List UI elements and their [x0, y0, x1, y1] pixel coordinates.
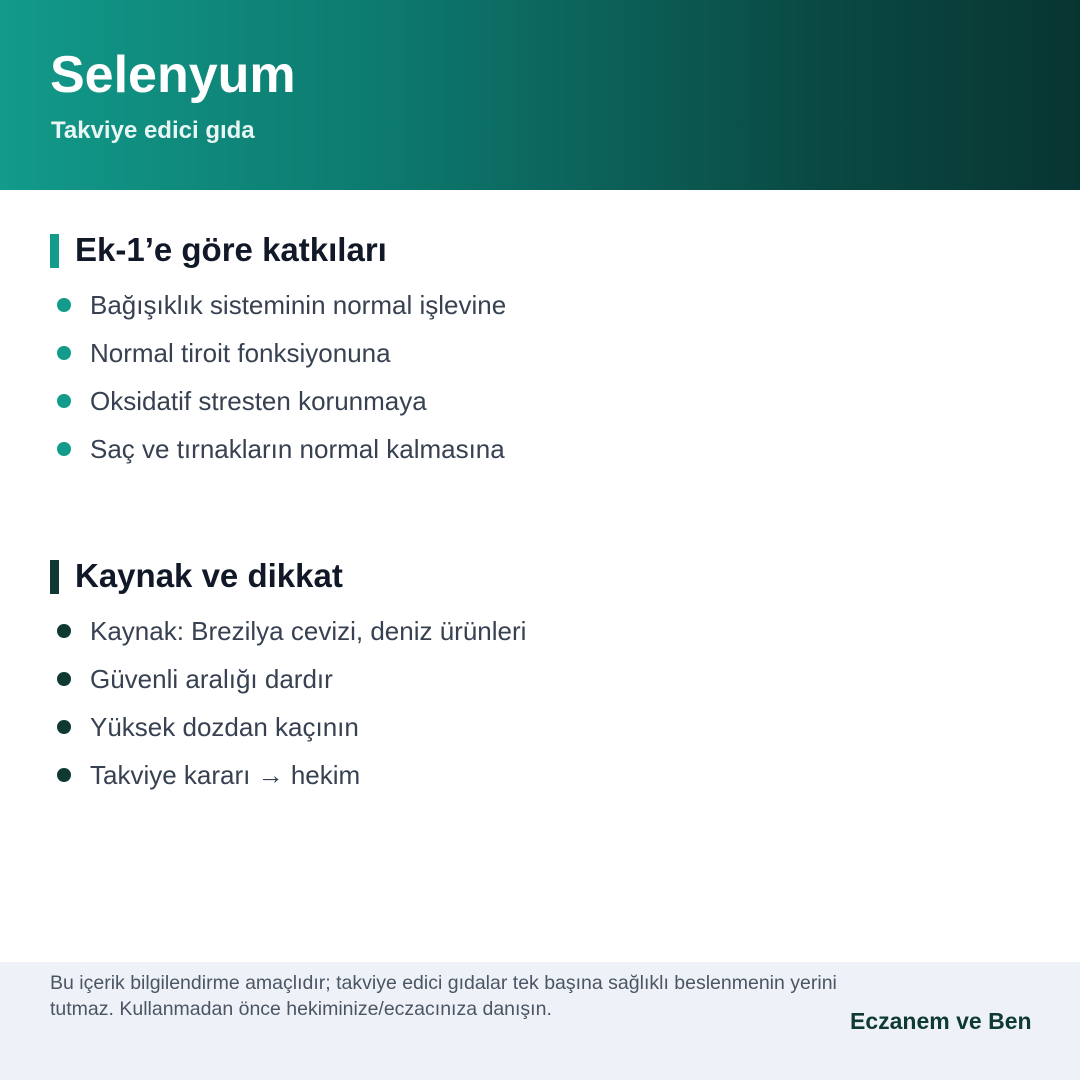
brand-name: Eczanem ve Ben	[850, 1008, 1032, 1034]
bullet-dot-icon	[57, 672, 71, 686]
section-title: Kaynak ve dikkat	[75, 557, 343, 594]
source-warning-list	[50, 612, 1030, 804]
bullet-dot-icon	[57, 768, 71, 782]
list-item	[50, 660, 1030, 708]
list-item-text: Takviye kararı → hekim	[90, 760, 361, 790]
list-item-text: Güvenli aralığı dardır	[90, 664, 333, 694]
list-item-text: Saç ve tırnakların normal kalmasına	[90, 434, 505, 464]
list-item	[50, 612, 1030, 660]
list-item-text: Normal tiroit fonksiyonuna	[90, 338, 391, 368]
bullet-dot-icon	[57, 442, 71, 456]
disclaimer-text: Bu içerik bilgilendirme amaçlıdır; takviye edici gıdalar tek başına sağlıklı beslenmenin yerini tutmaz. Kullanmadan önce hekiminize/eczacınıza danışın.	[50, 972, 837, 1020]
bullet-dot-icon	[57, 394, 71, 408]
list-item-text: Yüksek dozdan kaçının	[90, 712, 359, 742]
list-item-text: Oksidatif stresten korunmaya	[90, 386, 427, 416]
heading-accent-bar	[50, 560, 59, 594]
list-item-text: Kaynak: Brezilya cevizi, deniz ürünleri	[90, 616, 527, 646]
list-item	[50, 382, 1030, 430]
bullet-dot-icon	[57, 720, 71, 734]
section-title: Ek-1’e göre katkıları	[75, 231, 387, 268]
bullet-dot-icon	[57, 298, 71, 312]
list-item	[50, 334, 1030, 382]
page-title: Selenyum	[50, 46, 296, 104]
header-banner	[0, 0, 1080, 190]
list-item	[50, 430, 1030, 478]
list-item	[50, 708, 1030, 756]
bullet-dot-icon	[57, 346, 71, 360]
list-item	[50, 286, 1030, 334]
footer	[0, 962, 1080, 1080]
contributions-section	[50, 230, 1030, 464]
list-item	[50, 756, 1030, 804]
section-heading	[50, 230, 1030, 270]
bullet-dot-icon	[57, 624, 71, 638]
list-item-text: Bağışıklık sisteminin normal işlevine	[90, 290, 507, 320]
heading-accent-bar	[50, 234, 59, 268]
page-subtitle: Takviye edici gıda	[51, 117, 255, 144]
contributions-list	[50, 286, 1030, 478]
section-heading	[50, 556, 1030, 596]
source-warning-section	[50, 556, 1030, 790]
